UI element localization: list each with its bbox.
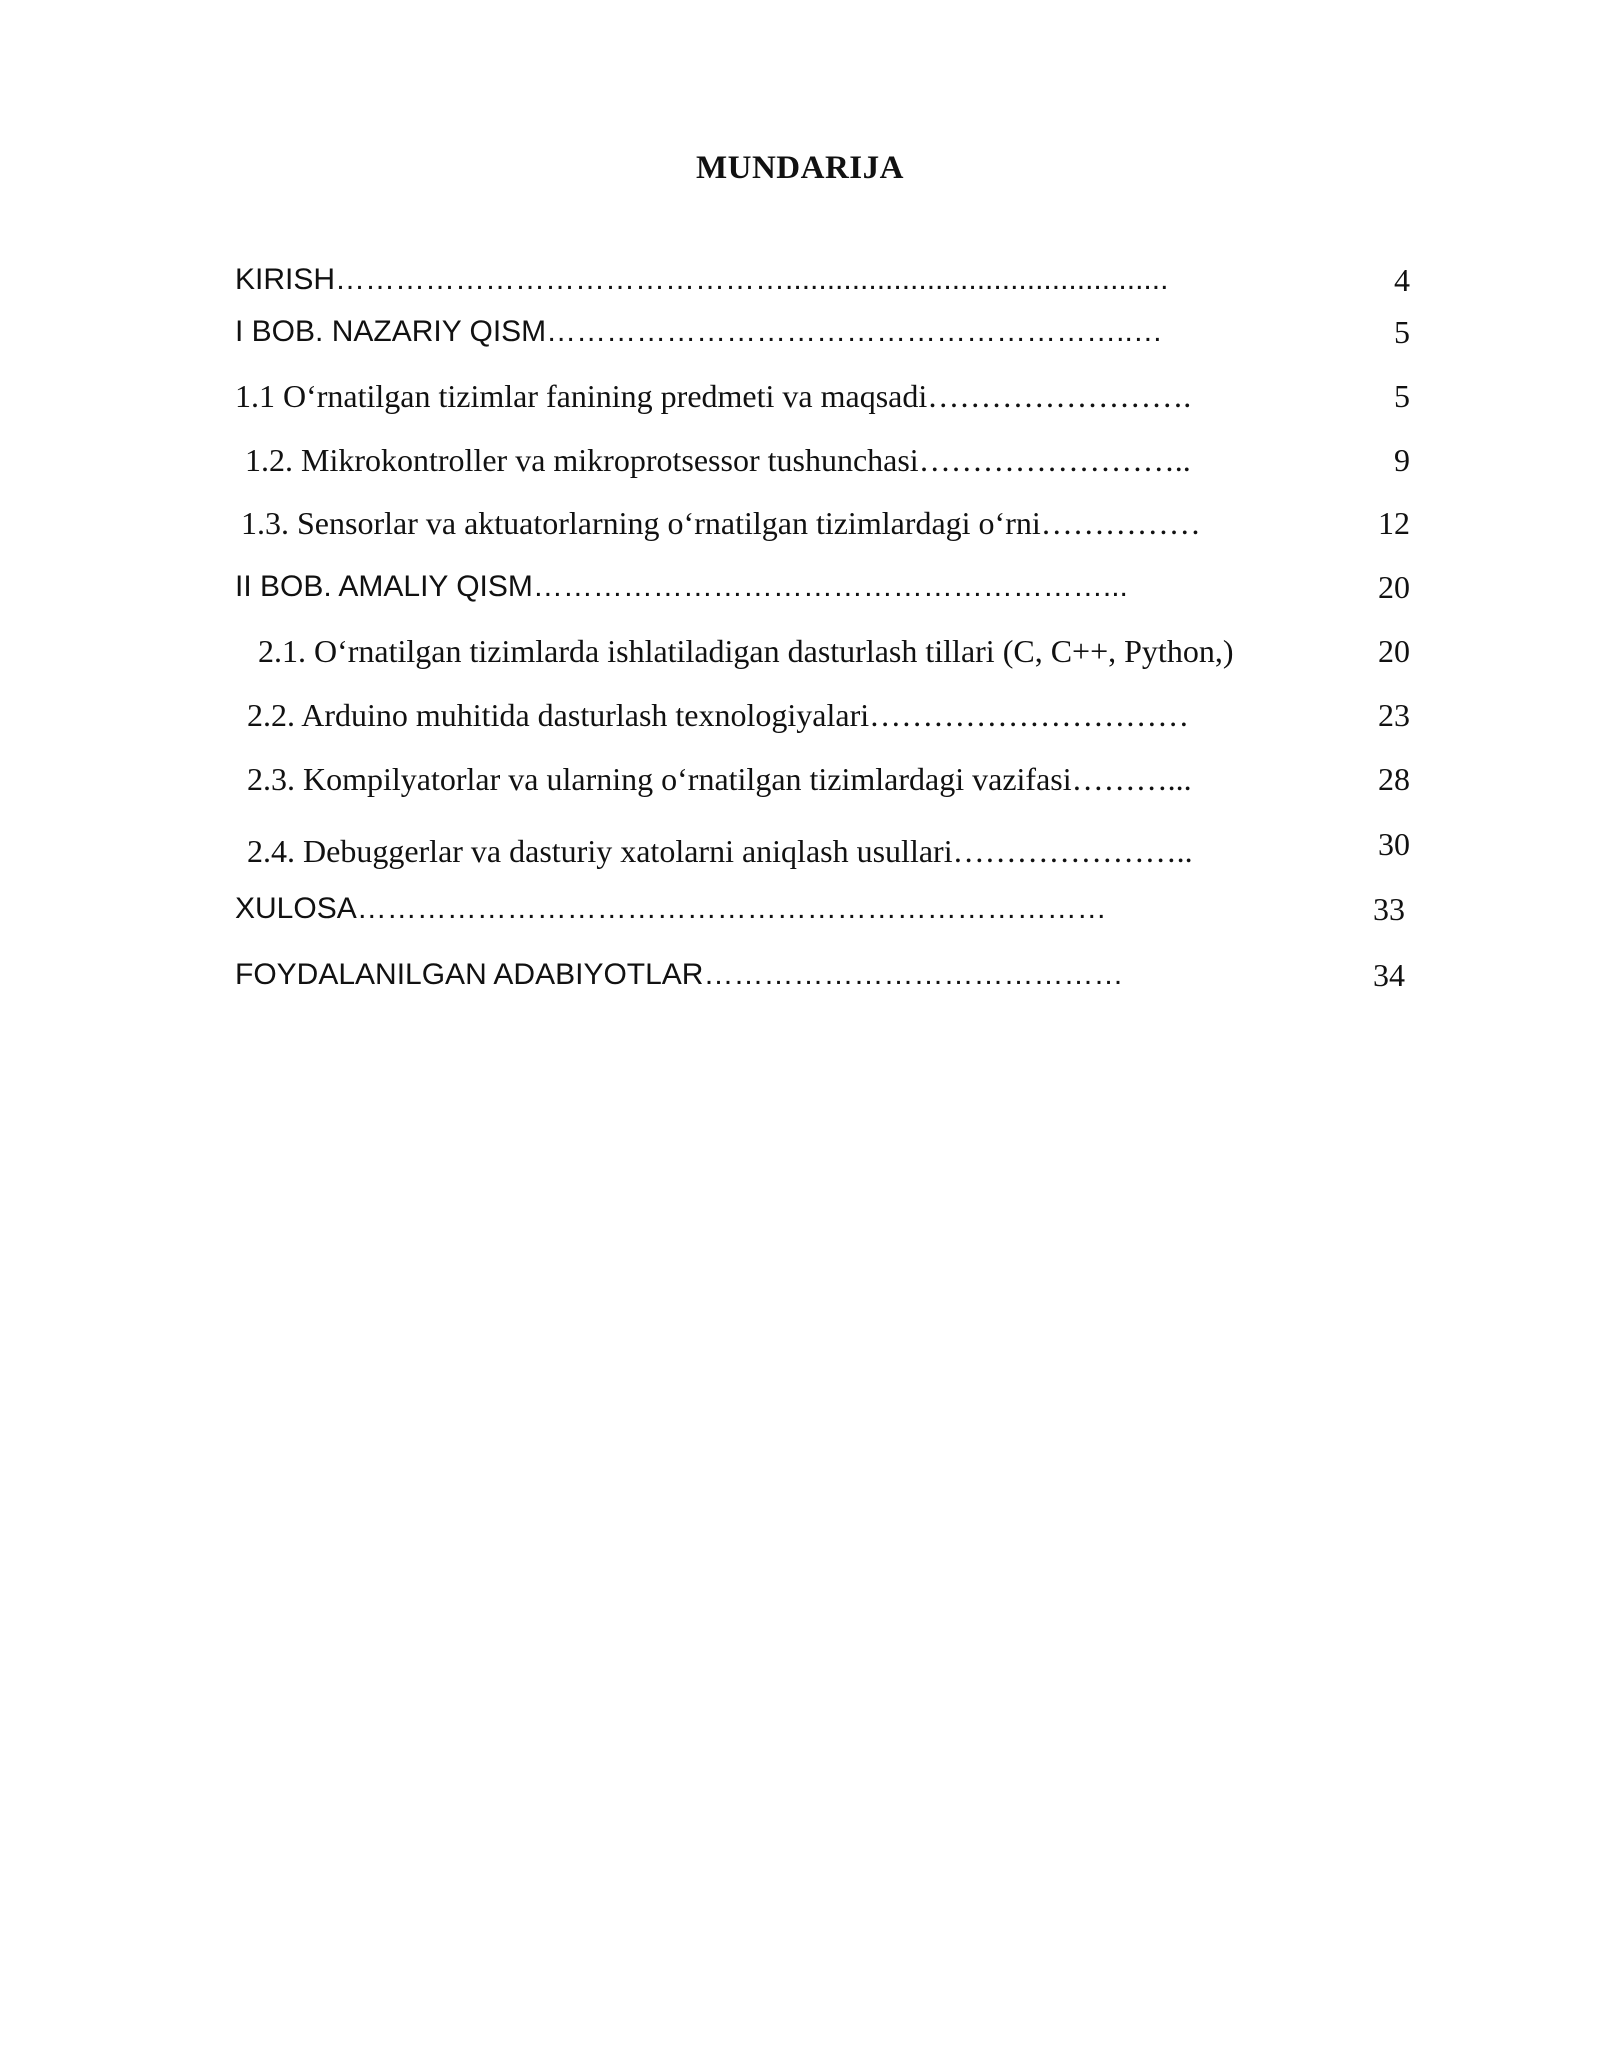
toc-entry-page: 34 xyxy=(1373,957,1405,993)
toc-entry-title: 1.2. Mikrokontroller va mikroprotsessor tushunchasi…………………….. xyxy=(245,442,1191,478)
toc-entry-2-1[interactable] xyxy=(0,629,1600,673)
toc-entry-page: 5 xyxy=(1394,378,1410,414)
toc-entry-xulosa[interactable] xyxy=(0,887,1600,931)
toc-entry-1-2[interactable] xyxy=(0,438,1600,482)
toc-entry-title: 2.2. Arduino muhitida dasturlash texnologiyalari………………………… xyxy=(247,697,1190,733)
toc-entry-title: 1.3. Sensorlar va aktuatorlarning o‘rnatilgan tizimlardagi o‘rni…………… xyxy=(241,505,1201,541)
toc-entry-chapter-1[interactable] xyxy=(0,310,1600,354)
toc-entry-title: 2.3. Kompilyatorlar va ularning o‘rnatilgan tizimlardagi vazifasi………... xyxy=(247,761,1192,797)
toc-entry-title: KIRISH……………………………………….............................................. xyxy=(235,263,1169,296)
toc-entry-title: 2.4. Debuggerlar va dasturiy xatolarni aniqlash usullari………………….. xyxy=(247,833,1193,869)
toc-entry-page: 20 xyxy=(1378,633,1410,669)
toc-entry-2-2[interactable] xyxy=(0,693,1600,737)
toc-entry-kirish[interactable] xyxy=(0,258,1600,302)
toc-entry-adabiyotlar[interactable] xyxy=(0,953,1600,997)
toc-entry-2-3[interactable] xyxy=(0,757,1600,801)
toc-entry-page: 12 xyxy=(1378,505,1410,541)
toc-entry-title: I BOB. NAZARIY QISM…………………………………………………..… xyxy=(235,315,1163,348)
toc-entry-page: 28 xyxy=(1378,761,1410,797)
toc-entry-page: 9 xyxy=(1394,442,1410,478)
toc-entry-title: FOYDALANILGAN ADABIYOTLAR…………………………………… xyxy=(235,958,1124,991)
toc-entry-chapter-2[interactable] xyxy=(0,565,1600,609)
toc-entry-title: II BOB. AMALIY QISM…………………………………………………... xyxy=(235,570,1128,603)
toc-entry-1-1[interactable] xyxy=(0,374,1600,418)
toc-entry-1-3[interactable] xyxy=(0,501,1600,545)
toc-entry-page: 30 xyxy=(1378,826,1410,862)
toc-entry-title: XULOSA………………………………………………………………… xyxy=(235,892,1107,925)
toc-entry-title: 2.1. O‘rnatilgan tizimlarda ishlatiladigan dasturlash tillari (C, C++, Python,) xyxy=(258,633,1234,669)
toc-entry-page: 5 xyxy=(1394,314,1410,350)
page-title: MUNDARIJA xyxy=(696,150,904,186)
toc-entry-2-4[interactable] xyxy=(0,822,1600,869)
toc-entry-page: 33 xyxy=(1373,891,1405,927)
toc-entry-page: 20 xyxy=(1378,569,1410,605)
toc-entry-title: 1.1 O‘rnatilgan tizimlar fanining predmeti va maqsadi……………………. xyxy=(235,378,1192,414)
toc-entry-page: 23 xyxy=(1378,697,1410,733)
toc-entry-page: 4 xyxy=(1394,262,1410,298)
